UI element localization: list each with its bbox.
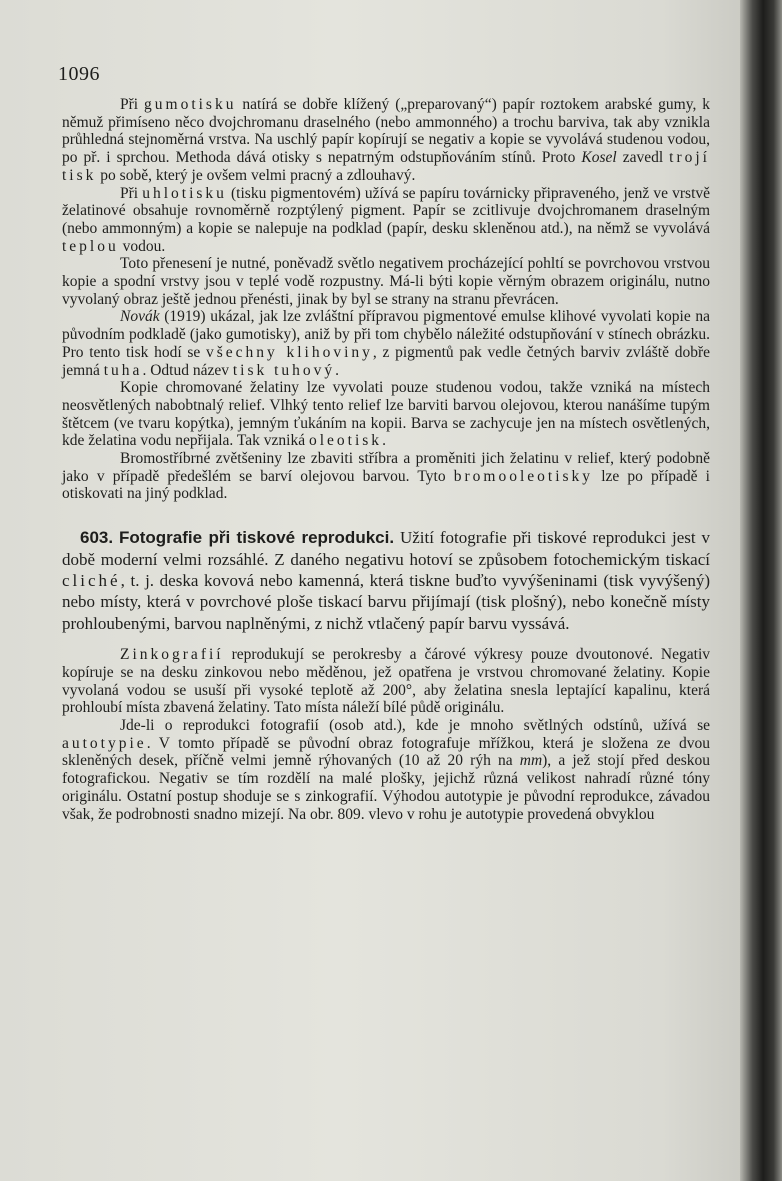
text-run: Bromostříbrné zvětšeniny lze zbaviti stříbra a proměniti jich želatinu v relief, který podobně jako v případě předešlém se barví olejovou barvou. Tyto <box>62 450 710 485</box>
text-run: (1919) ukázal, jak lze zvláštní přípravou pigmentové emulse klihové vyvolati kopie na původním podkladě (jako gumotisky), aniž by při tom chybělo náležité odstupňování v stínech obrázku. Pro tento tisk hodí se <box>62 308 710 361</box>
book-spine <box>740 0 782 1181</box>
text-run: reprodukují se perokresby a čárové výkresy pouze dvoutonové. Negativ kopíruje se na desku zinkovou nebo měděnou, jež opatřena je vrstvou chromované želatiny. Kopie vyvolaná vodou se usuší při vysoké teplotě až 200°, aby želatina snesla leptající kapalinu, která prohloubí místa zbavená želatiny. Tato místa náleží bílé půdě originálu. <box>62 646 710 717</box>
small-print-block <box>62 96 710 503</box>
section-title: Fotografie při tiskové reprodukci. <box>118 528 395 548</box>
text-run: Kopie chromované želatiny lze vyvolati pouze studenou vodou, takže vzniká na místech neosvětlených nabobtnalý relief. Vlhký tento relief lze barviti barvou olejovou, kterou nanášíme tupým štětcem (ve tvaru kopýtka), jemným ťukáním na kopii. Barva se zachycuje jen na místech osvětlených, kde želatina vodu nepřijala. Tak vzniká <box>62 379 710 450</box>
section-body-continued: , t. j. deska kovová nebo kamenná, která tiskne buďto vyvýšeninami (tisk vyvýšený) nebo místy, která v povrchové ploše tiskací barvu přijímají (tisk plošný), nebo konečně místy prohloubenými, barvou naplněnými, z nichž vtlačený papír barvu vyssává. <box>62 570 710 633</box>
text-run: Při <box>120 184 143 202</box>
paragraph-p2 <box>62 185 710 256</box>
text-run: natírá se dobře klížený („preparovaný“) papír roztokem arabské gumy, k němuž přimíseno něco dvojchromanu draselného (nebo ammonného) a trochu barviva, tak aby vznikla průhledná stejnoměrná vrstva. Na uschlý papír kopírují se negativ a kopie se vyvolává studenou vodou, po př. i sprchou. Methoda dává otisky s nepatrným odstupňováním stínů. Proto <box>62 96 710 167</box>
spaced-term: tuha <box>103 361 143 379</box>
text-run: ), a jež stojí před deskou fotografickou. Negativ se tím rozdělí na malé plošky, jejichž různá velikost nahradí různé tóny originálu. Ostatní postup shoduje se s zinkografií. Výhodou autotypie je původní reprodukce, závadou však, že podrobnosti snadno mizejí. Na obr. 809. vlevo v rohu je autotypie provedená obvyklou <box>62 752 710 823</box>
spaced-term: bromooleotisky <box>453 467 594 485</box>
spaced-term: všechny klihoviny <box>205 343 373 361</box>
text-run: . <box>335 361 340 379</box>
paragraph-p4 <box>62 308 710 379</box>
italic-name: Kosel <box>581 149 617 167</box>
spaced-term: uhlotisku <box>142 184 227 202</box>
spaced-term: Zinkografií <box>120 646 224 664</box>
paragraph-p5 <box>62 379 710 450</box>
page-text <box>62 96 710 847</box>
section-603 <box>62 527 710 634</box>
section-body: Užití fotografie při tiskové reprodukci jest v době moderní velmi rozsáhlé. Z daného negativu hotoví se způsobem fotochemickým tiskací <box>62 528 711 569</box>
text-run: Při <box>120 96 145 113</box>
text-run: vodou. <box>118 237 166 255</box>
text-run: . V tomto případě se původní obraz fotografuje mřížkou, která je složena ze dvou skleněných desek, příčně velmi jemně rýhovaných (10 až 20 rýh na <box>62 734 710 770</box>
text-run: (tisku pigmentovém) užívá se papíru továrnicky připraveného, jenž ve vrstvě želatinové obsahuje rovnoměrně rozptýlený pigment. Papír se zcitlivuje dvojchromanem draselným (nebo ammonným) a kopie se nalepuje na podklad (papír, desku skleněnou atd.), na němž se vyvolává <box>62 184 711 237</box>
paragraph-p8 <box>62 717 710 823</box>
text-run: , z pigmentů pak vedle četných barviv zvláště dobře jemná <box>62 343 710 379</box>
section-number: 603. <box>80 528 114 548</box>
text-run: . <box>382 432 386 450</box>
italic-name: mm <box>519 752 543 770</box>
text-run: Toto přenesení je nutné, poněvadž světlo negativem procházející pohltí se povrchovou vrstvou kopie a spodní vrstvy jsou v teplé vodě rozpustny. Má-li býti kopie věrným obrazem originálu, nutno vyvolaný obraz ještě jednou přenésti, jinak by byl se strany na stranu převrácen. <box>62 255 710 308</box>
small-print-block-2 <box>62 646 710 823</box>
italic-name: Novák <box>120 308 160 326</box>
spaced-term: trojí tisk <box>62 149 710 184</box>
text-run: . Odtud název <box>142 361 233 379</box>
paragraph-p6 <box>62 450 710 503</box>
paragraph-p1 <box>62 96 710 185</box>
page-number: 1096 <box>58 63 100 85</box>
text-run: zavedl <box>616 149 670 167</box>
spaced-term: tisk tuhový <box>232 361 336 379</box>
spaced-term: teplou <box>62 237 119 255</box>
text-run: lze po případě i otiskovati na jiný podklad. <box>62 467 710 503</box>
spaced-term: autotypie <box>62 734 147 752</box>
text-run: Jde-li o reprodukci fotografií (osob atd.), kde je mnoho světlných odstínů, užívá se <box>120 717 710 735</box>
paragraph-p3 <box>62 255 710 308</box>
spaced-term: gumotisku <box>144 96 237 113</box>
section-cliche-term: cliché <box>62 570 121 590</box>
text-run: po sobě, který je ovšem velmi pracný a zdlouhavý. <box>96 166 416 184</box>
spaced-term: oleotisk <box>308 432 383 450</box>
paragraph-p7 <box>62 646 710 717</box>
